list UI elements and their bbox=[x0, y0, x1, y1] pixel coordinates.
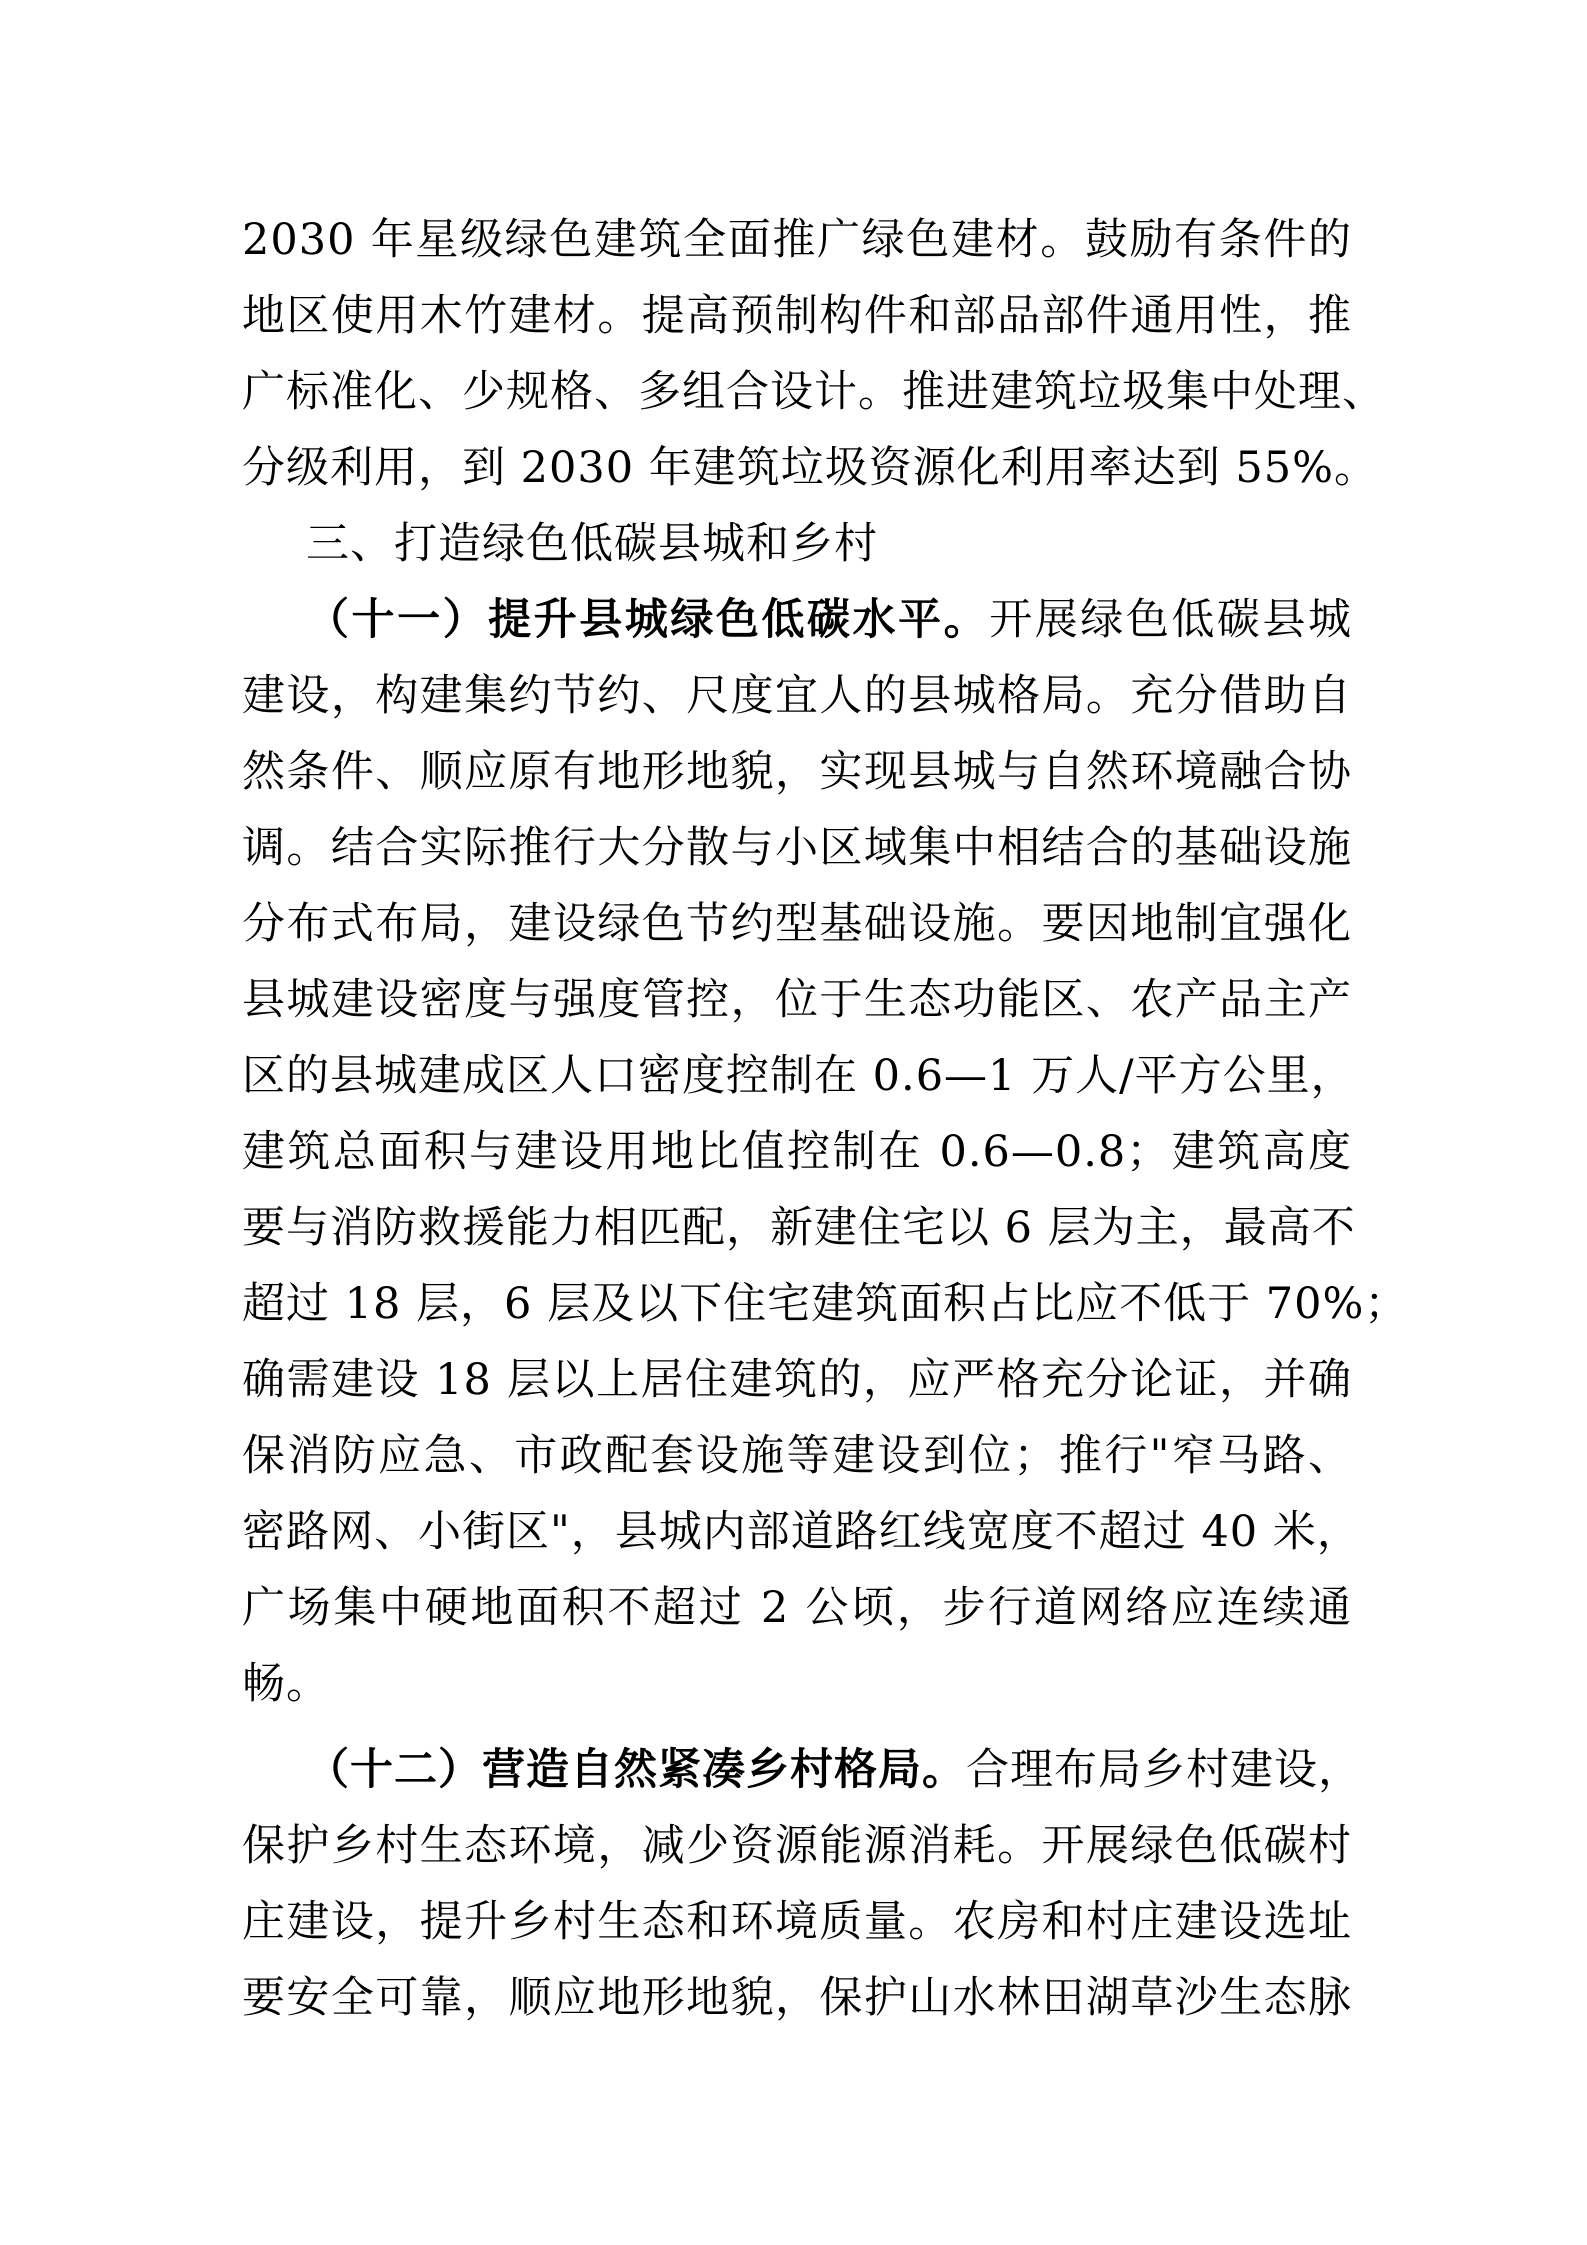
subsection-title: （十一）提升县城绿色低碳水平。 bbox=[306, 595, 990, 645]
text-line: 密路网、小街区"，县城内部道路红线宽度不超过 40 米， bbox=[242, 1507, 1361, 1557]
text-line: 区的县城建成区人口密度控制在 0.6—1 万人/平方公里， bbox=[242, 1051, 1355, 1101]
text-line: 保护乡村生态环境，减少资源能源消耗。开展绿色低碳村 bbox=[242, 1821, 1352, 1871]
text-line: 确需建设 18 层以上居住建筑的，应严格充分论证，并确 bbox=[242, 1355, 1352, 1405]
text-line: 畅。 bbox=[242, 1659, 330, 1709]
text-run: 开展绿色低碳县城 bbox=[989, 595, 1353, 645]
text-line: 县城建设密度与强度管控，位于生态功能区、农产品主产 bbox=[242, 975, 1352, 1025]
text-line: 然条件、顺应原有地形地貌，实现县城与自然环境融合协 bbox=[242, 747, 1352, 797]
text-line: 地区使用木竹建材。提高预制构件和部品部件通用性，推 bbox=[242, 291, 1352, 341]
text-line: 保消防应急、市政配套设施等建设到位；推行"窄马路、 bbox=[242, 1431, 1352, 1481]
text-line: 超过 18 层，6 层及以下住宅建筑面积占比应不低于 70%； bbox=[242, 1279, 1409, 1329]
paragraph-first-line bbox=[306, 582, 1352, 658]
text-line: 2030 年星级绿色建筑全面推广绿色建材。鼓励有条件的 bbox=[242, 215, 1352, 265]
text-run: 合理布局乡村建设， bbox=[966, 1745, 1362, 1795]
paragraph-first-line bbox=[306, 1732, 1362, 1808]
text-line: 建筑总面积与建设用地比值控制在 0.6—0.8；建筑高度 bbox=[242, 1127, 1352, 1177]
text-line: 庄建设，提升乡村生态和环境质量。农房和村庄建设选址 bbox=[242, 1897, 1352, 1947]
text-line: 建设，构建集约节约、尺度宜人的县城格局。充分借助自 bbox=[242, 671, 1352, 721]
section-heading: 三、打造绿色低碳县城和乡村 bbox=[306, 519, 878, 569]
text-line: 要与消防救援能力相匹配，新建住宅以 6 层为主，最高不 bbox=[242, 1203, 1356, 1253]
text-line: 广场集中硬地面积不超过 2 公顷，步行道网络应连续通 bbox=[242, 1583, 1352, 1633]
subsection-title: （十二）营造自然紧凑乡村格局。 bbox=[306, 1745, 966, 1795]
text-line: 分级利用，到 2030 年建筑垃圾资源化利用率达到 55%。 bbox=[242, 443, 1379, 493]
text-line: 要安全可靠，顺应地形地貌，保护山水林田湖草沙生态脉 bbox=[242, 1973, 1352, 2023]
text-line: 分布式布局，建设绿色节约型基础设施。要因地制宜强化 bbox=[242, 899, 1352, 949]
text-line: 调。结合实际推行大分散与小区域集中相结合的基础设施 bbox=[242, 823, 1352, 873]
text-line: 广标准化、少规格、多组合设计。推进建筑垃圾集中处理、 bbox=[242, 367, 1386, 417]
